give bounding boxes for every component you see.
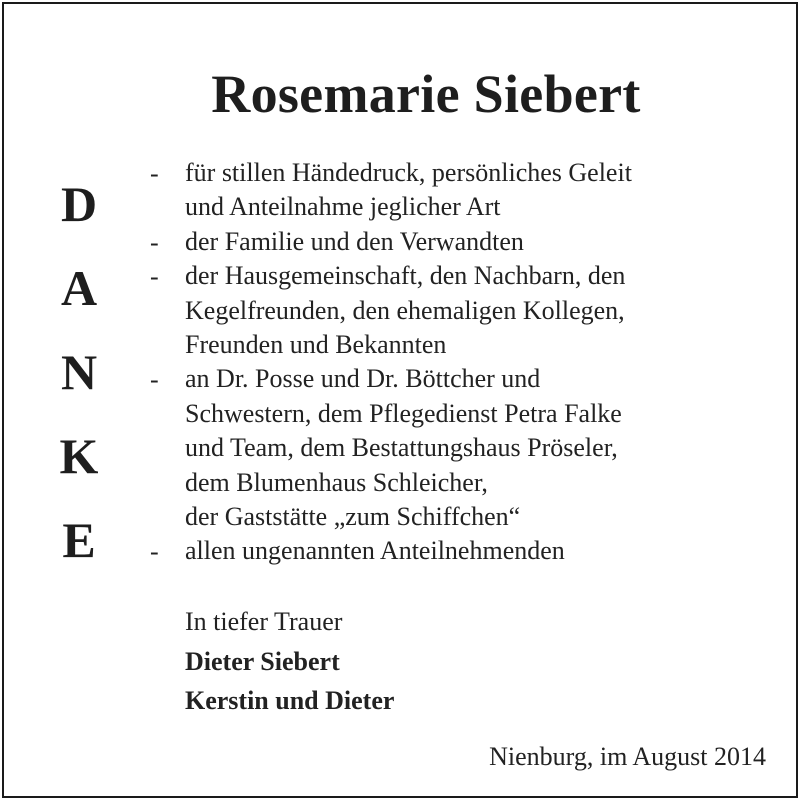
list-item	[150, 225, 770, 259]
deceased-name: Rosemarie Siebert	[211, 64, 641, 124]
danke-letter: D	[60, 176, 98, 232]
danke-letter: A	[60, 260, 98, 316]
list-dash: -	[150, 159, 159, 188]
item-text-line: allen ungenannten Anteilnehmenden	[185, 536, 565, 566]
list-dash: -	[150, 365, 159, 395]
item-text-line: der Familie und den Verwandten	[185, 226, 524, 256]
signoff	[185, 602, 394, 721]
signoff-intro: In tiefer Trauer	[185, 607, 343, 636]
danke-letter: K	[59, 428, 99, 484]
item-text-line: der Hausgemeinschaft, den Nachbarn, den	[185, 261, 626, 291]
list-item	[150, 259, 770, 362]
list-dash: -	[150, 262, 159, 292]
place-date: Nienburg, im August 2014	[489, 742, 766, 771]
item-text-line: und Team, dem Bestattungshaus Pröseler,	[185, 433, 618, 463]
signoff-name: Kerstin und Dieter	[185, 686, 395, 715]
danke-vertical-text	[44, 162, 114, 582]
item-text-line: Schwestern, dem Pflegedienst Petra Falke	[185, 398, 622, 428]
thanks-list	[150, 156, 770, 569]
signoff-name: Dieter Siebert	[185, 646, 340, 676]
list-dash: -	[150, 537, 159, 567]
list-item	[150, 156, 770, 225]
list-item	[150, 362, 770, 534]
danke-letter: N	[60, 344, 98, 400]
item-text-line: und Anteilnahme jeglicher Art	[185, 192, 501, 222]
item-text-line: der Gaststätte „zum Schiffchen“	[185, 502, 521, 532]
item-text-line: an Dr. Posse und Dr. Böttcher und	[185, 364, 541, 394]
item-text-line: Freunden und Bekannten	[185, 330, 447, 360]
item-text-line: dem Blumenhaus Schleicher,	[185, 467, 488, 497]
danke-letter: E	[62, 512, 96, 568]
item-text-line: für stillen Händedruck, persönliches Geleit	[185, 158, 632, 187]
list-item	[150, 534, 770, 568]
item-text-line: Kegelfreunden, den ehemaligen Kollegen,	[185, 295, 625, 325]
obituary-notice	[2, 2, 798, 798]
list-dash: -	[150, 227, 159, 257]
